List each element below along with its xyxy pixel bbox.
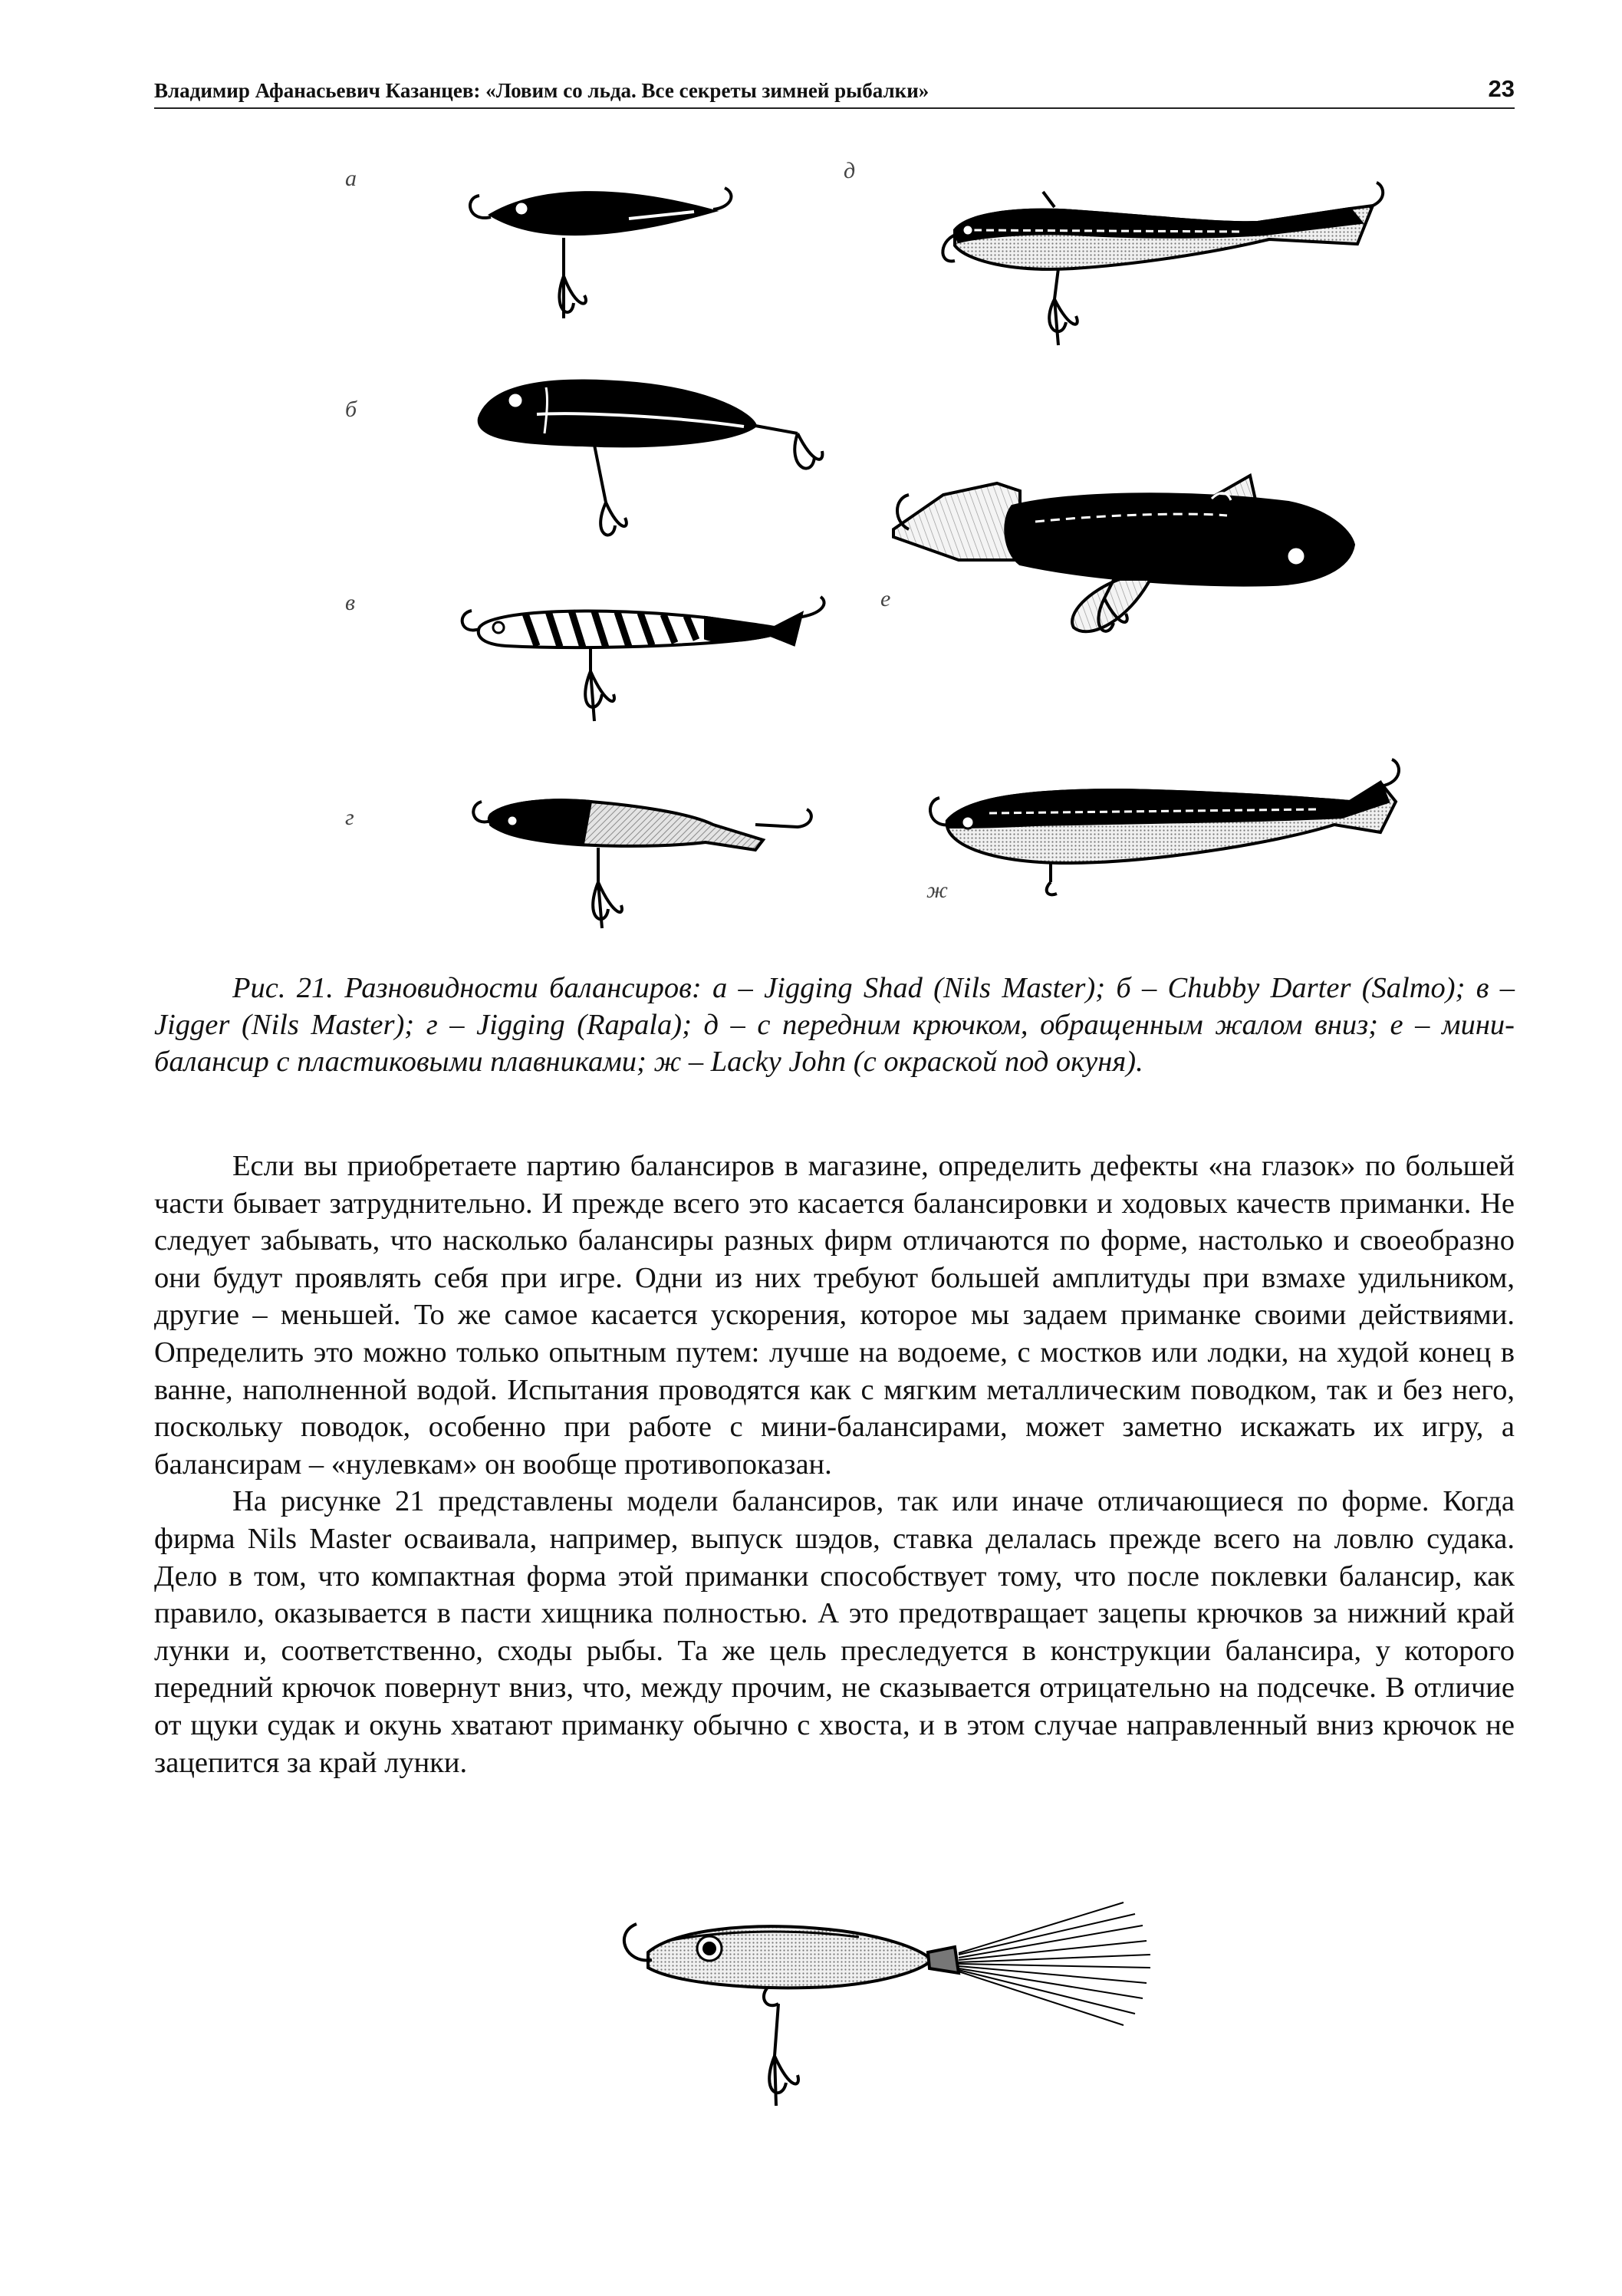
lure-e-mini-plastic-fins (893, 476, 1354, 631)
page-number: 23 (1488, 75, 1515, 102)
label-g: г (345, 805, 354, 830)
label-zh: ж (926, 878, 948, 903)
lure-b-chubby-darter (479, 380, 823, 535)
label-a: а (345, 166, 357, 191)
label-d: д (844, 158, 856, 183)
figure-caption: Рис. 21. Разновидности балансиров: а – Jigging Shad (Nils Master); б – Chubby Darter (Salmo); в – Jigger (Nils Master); г – Jigging (Rapala); д – с передним крючком, обращенным жалом вниз; е – мини-балансир с пластиковыми плавниками; ж – Lacky John (с окраской под окуня). (154, 972, 1515, 1078)
label-v: в (345, 590, 356, 615)
paragraph-1: Если вы приобретаете партию балансиров в магазине, определить дефекты «на глазок» по большей части бывает затруднительно. И прежде всего это касается балансировки и ходовых качеств приманки. Не следует забывать, что насколько балансиры разных фирм отличаются по форме, настолько и своеобразно они будут проявлять себя при игре. Одни из них требуют большей амплитуды при взмахе удильником, другие – меньшей. То же самое касается ускорения, которое мы задаем приманке своими действиями. Определить это можно только опытным путем: лучше на водоеме, с мостков или лодки, на худой конец в ванне, наполненной водой. Испытания проводятся как с мягким металлическим поводком, так и без него, поскольку поводок, особенно при работе с мини-балансирами, может заметно искажать их игру, а балансирам – «нулевкам» он вообще противопоказан. (154, 1150, 1515, 1481)
lure-d-front-hook-down (943, 183, 1383, 345)
paragraph-2: На рисунке 21 представлены модели балансиров, так или иначе отличающиеся по форме. Когда фирма Nils Master осваивала, например, выпуск шэдов, ставка делалась прежде всего на ловлю судака. Дело в том, что компактная форма этой приманки способствует тому, что после поклевки балансир, как правило, оказывается в пасти хищника полностью. А это предотвращает зацепы крючков за нижний край лунки и, соответственно, сходы рыбы. Та же цель преследуется в конструкции балансира, у которого передний крючок повернут вниз, что, между прочим, не сказывается отрицательно на подсечке. В отличие от щуки судак и окунь хватают приманку обычно с хвоста, и в этом случае направленный вниз крючок не зацепится за край лунки. (154, 1485, 1515, 1779)
label-b: б (345, 397, 357, 422)
body-text (154, 1148, 1515, 1781)
label-e: е (880, 586, 891, 611)
lure-g-jigging-rapala (473, 800, 811, 928)
lure-zh-lacky-john (930, 759, 1399, 894)
lure-a-jigging-shad (470, 188, 731, 318)
running-title: Владимир Афанасьевич Казанцев: «Ловим со льда. Все секреты зимней рыбалки» (154, 79, 929, 102)
lure-v-jigger (462, 597, 824, 721)
figure-21 (0, 0, 1622, 967)
